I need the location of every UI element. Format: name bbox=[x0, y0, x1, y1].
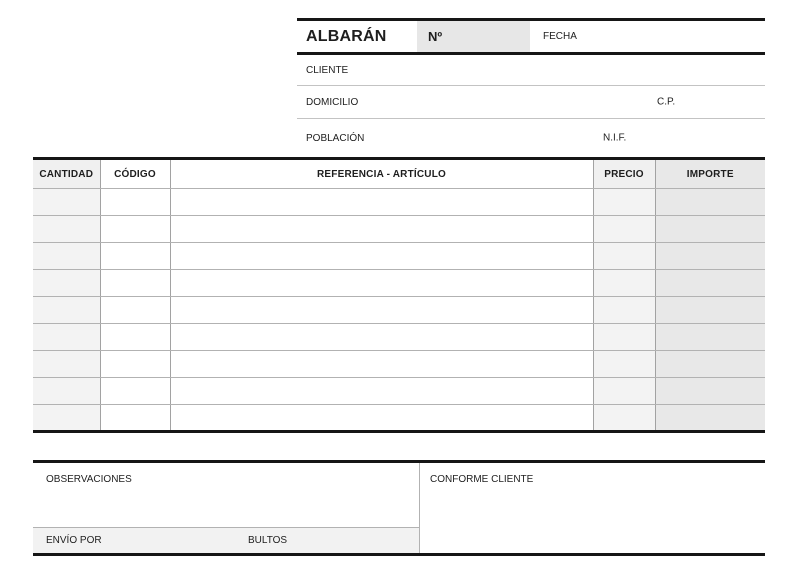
empty-cell bbox=[655, 378, 765, 405]
client-label: CLIENTE bbox=[306, 64, 349, 76]
client-field bbox=[297, 55, 765, 86]
empty-cell bbox=[655, 324, 765, 351]
table-row bbox=[33, 270, 765, 297]
form-header bbox=[297, 18, 765, 157]
column-header-code: CÓDIGO bbox=[100, 159, 170, 189]
empty-cell bbox=[100, 324, 170, 351]
empty-cell bbox=[655, 243, 765, 270]
column-header-quantity: CANTIDAD bbox=[33, 159, 100, 189]
empty-cell bbox=[100, 189, 170, 216]
postal-code-label: C.P. bbox=[657, 96, 676, 108]
city-field bbox=[297, 119, 765, 157]
address-field bbox=[297, 86, 765, 119]
empty-cell bbox=[655, 297, 765, 324]
empty-cell bbox=[593, 216, 655, 243]
empty-cell bbox=[100, 351, 170, 378]
empty-cell bbox=[33, 324, 100, 351]
empty-cell bbox=[593, 243, 655, 270]
empty-cell bbox=[33, 216, 100, 243]
empty-cell bbox=[593, 324, 655, 351]
table-row bbox=[33, 216, 765, 243]
empty-cell bbox=[170, 378, 593, 405]
empty-cell bbox=[655, 270, 765, 297]
empty-cell bbox=[170, 297, 593, 324]
column-header-amount: IMPORTE bbox=[655, 159, 765, 189]
tax-id-label: N.I.F. bbox=[603, 132, 627, 144]
empty-cell bbox=[100, 216, 170, 243]
empty-cell bbox=[33, 189, 100, 216]
empty-cell bbox=[170, 351, 593, 378]
document-number-label: Nº bbox=[428, 29, 443, 44]
empty-cell bbox=[593, 378, 655, 405]
empty-cell bbox=[593, 405, 655, 432]
empty-cell bbox=[100, 297, 170, 324]
observations-label: OBSERVACIONES bbox=[46, 474, 132, 485]
empty-cell bbox=[33, 405, 100, 432]
empty-cell bbox=[593, 297, 655, 324]
shipping-row bbox=[33, 527, 419, 553]
empty-cell bbox=[100, 270, 170, 297]
table-row bbox=[33, 378, 765, 405]
empty-cell bbox=[593, 351, 655, 378]
empty-cell bbox=[170, 270, 593, 297]
empty-cell bbox=[170, 216, 593, 243]
empty-cell bbox=[100, 405, 170, 432]
empty-cell bbox=[100, 243, 170, 270]
empty-cell bbox=[655, 189, 765, 216]
form-title-text: ALBARÁN bbox=[306, 27, 387, 45]
items-table-body bbox=[33, 189, 765, 432]
form-footer bbox=[33, 460, 765, 556]
table-row bbox=[33, 243, 765, 270]
customer-approval-label: CONFORME CLIENTE bbox=[430, 474, 534, 485]
empty-cell bbox=[170, 324, 593, 351]
empty-cell bbox=[655, 351, 765, 378]
empty-cell bbox=[593, 189, 655, 216]
column-header-reference: REFERENCIA - ARTÍCULO bbox=[170, 159, 593, 189]
empty-cell bbox=[33, 297, 100, 324]
table-row bbox=[33, 405, 765, 432]
empty-cell bbox=[655, 216, 765, 243]
table-row bbox=[33, 189, 765, 216]
customer-approval-field bbox=[420, 463, 765, 553]
empty-cell bbox=[100, 378, 170, 405]
title-row bbox=[297, 18, 765, 55]
date-label: FECHA bbox=[543, 31, 577, 42]
empty-cell bbox=[593, 270, 655, 297]
empty-cell bbox=[33, 378, 100, 405]
items-table bbox=[33, 157, 765, 433]
shipping-label: ENVÍO POR bbox=[46, 535, 102, 546]
empty-cell bbox=[655, 405, 765, 432]
city-label: POBLACIÓN bbox=[306, 132, 365, 144]
form-title bbox=[297, 21, 417, 52]
header-row bbox=[33, 159, 765, 189]
table-row bbox=[33, 351, 765, 378]
footer-left-panel bbox=[33, 463, 420, 553]
empty-cell bbox=[170, 243, 593, 270]
empty-cell bbox=[170, 189, 593, 216]
empty-cell bbox=[33, 243, 100, 270]
packages-label: BULTOS bbox=[248, 535, 288, 546]
empty-cell bbox=[170, 405, 593, 432]
empty-cell bbox=[33, 351, 100, 378]
table-row bbox=[33, 324, 765, 351]
table-row bbox=[33, 297, 765, 324]
document-number-field bbox=[417, 21, 530, 52]
column-header-price: PRECIO bbox=[593, 159, 655, 189]
date-field bbox=[530, 21, 765, 52]
address-label: DOMICILIO bbox=[306, 96, 359, 108]
observations-field bbox=[33, 463, 419, 527]
empty-cell bbox=[33, 270, 100, 297]
items-table-header bbox=[33, 159, 765, 189]
